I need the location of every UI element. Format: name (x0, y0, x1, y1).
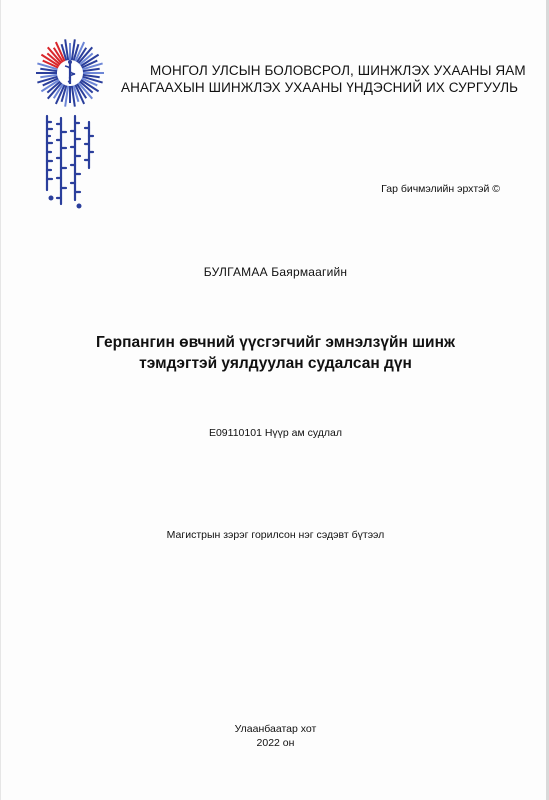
specialty-code: E09110101 Нүүр ам судлал (208, 427, 343, 439)
degree-statement: Магистрын зэрэг горилсон нэг сэдэвт бүтээл (166, 529, 385, 541)
author-name: БУЛГАМАА Баярмаагийн (203, 265, 348, 279)
year: 2022 он (256, 737, 295, 749)
mongolian-script-name-icon (37, 112, 103, 212)
thesis-title-line-1: Герпангин өвчний үүсгэгчийг эмнэлзүйн шинж (96, 334, 455, 351)
university-name: АНАГААХЫН ШИНЖЛЭХ УХААНЫ ҮНДЭСНИЙ ИХ СУРГУУЛЬ (121, 80, 519, 95)
thesis-title-line-2: тэмдэгтэй уялдуулан судалсан дүн (139, 355, 412, 372)
ministry-name: МОНГОЛ УЛСЫН БОЛОВСРОЛ, ШИНЖЛЭХ УХААНЫ ЯАМ (150, 63, 526, 78)
city: Улаанбаатар хот (234, 723, 317, 735)
place-and-year (1, 722, 549, 750)
university-emblem-icon (35, 38, 105, 108)
institution-header (121, 62, 541, 96)
thesis-title (1, 332, 549, 374)
copyright-notice: Гар бичмэлийн эрхтэй © (381, 183, 500, 195)
